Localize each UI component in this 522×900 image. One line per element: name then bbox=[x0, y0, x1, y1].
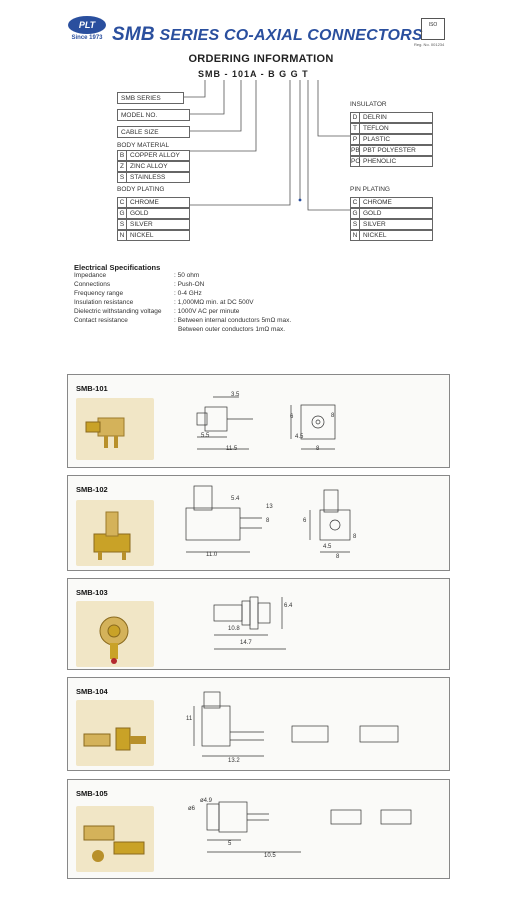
body-plating-option: G GOLD bbox=[117, 208, 190, 219]
body-material-option: Z ZINC ALLOY bbox=[117, 161, 190, 172]
spec-row: Connections : Push-ON bbox=[74, 281, 205, 288]
product-photo bbox=[76, 806, 154, 872]
body-plating-title: BODY PLATING bbox=[117, 186, 165, 193]
dim-label: 8 bbox=[316, 446, 320, 452]
dim-label: 14.7 bbox=[240, 640, 252, 646]
smb-105-drawing bbox=[193, 794, 413, 874]
field-model-no: MODEL NO. bbox=[117, 109, 190, 121]
dim-label: 10.8 bbox=[228, 626, 240, 632]
dim-label: ø4.9 bbox=[200, 798, 213, 804]
product-photo bbox=[76, 700, 154, 766]
product-photo bbox=[76, 500, 154, 566]
dim-label: 8 bbox=[353, 534, 357, 540]
connector-photo-icon bbox=[76, 500, 154, 566]
dim-label: 8 bbox=[266, 518, 270, 524]
model-label: SMB-105 bbox=[76, 789, 108, 798]
insulator-option: P PLASTIC bbox=[350, 134, 433, 145]
spec-row: Contact resistance : Between internal conductors 5mΩ max. bbox=[74, 317, 292, 324]
logo-since: Since 1973 bbox=[71, 35, 103, 41]
spec-row: Impedance : 50 ohm bbox=[74, 272, 200, 279]
ordering-code: SMB - 101A - B G G T bbox=[198, 69, 309, 79]
product-photo bbox=[76, 398, 154, 460]
insulator-title: INSULATOR bbox=[350, 101, 387, 108]
insulator-option: PO PHENOLIC bbox=[350, 156, 433, 167]
body-material-option: S STAINLESS bbox=[117, 172, 190, 183]
model-label: SMB-102 bbox=[76, 485, 108, 494]
title-prefix: SMB bbox=[112, 24, 155, 45]
dim-label: 11.5 bbox=[226, 446, 238, 452]
specs-heading: Electrical Specifications bbox=[74, 263, 161, 272]
dim-label: 3.5 bbox=[231, 392, 240, 398]
pin-plating-option: S SILVER bbox=[350, 219, 433, 230]
body-plating-option: C CHROME bbox=[117, 197, 190, 208]
insulator-option: T TEFLON bbox=[350, 123, 433, 134]
connector-photo-icon bbox=[76, 601, 154, 667]
panel-smb-105 bbox=[67, 779, 450, 879]
dim-label: 13.2 bbox=[228, 758, 240, 764]
model-label: SMB-101 bbox=[76, 384, 108, 393]
panel-smb-102 bbox=[67, 475, 450, 571]
body-plating-option: N NICKEL bbox=[117, 230, 190, 241]
logo-mark: PLT bbox=[68, 16, 106, 34]
title-rest: SERIES CO-AXIAL CONNECTORS bbox=[159, 27, 423, 44]
smb-104-drawing bbox=[188, 686, 418, 768]
body-plating-option: S SILVER bbox=[117, 219, 190, 230]
spec-row: Insulation resistance : 1,000MΩ min. at DC 500V bbox=[74, 299, 254, 306]
seal-caption: Reg. No. 001234 bbox=[414, 42, 445, 47]
dim-label: 11 bbox=[186, 716, 193, 722]
dim-label: 13 bbox=[266, 504, 273, 510]
ordering-diagram-lines bbox=[0, 0, 522, 260]
dim-label: ø6 bbox=[188, 806, 196, 812]
dim-label: 4.5 bbox=[323, 544, 332, 550]
product-photo bbox=[76, 601, 154, 667]
pin-plating-option: G GOLD bbox=[350, 208, 433, 219]
dim-label: 6.4 bbox=[284, 603, 293, 609]
dim-label: 4.5 bbox=[295, 434, 304, 440]
connector-photo-icon bbox=[76, 700, 154, 766]
body-material-title: BODY MATERIAL bbox=[117, 142, 170, 149]
dim-label: 5 bbox=[228, 841, 232, 847]
dim-label: 11.0 bbox=[206, 552, 218, 558]
model-label: SMB-103 bbox=[76, 588, 108, 597]
panel-smb-103 bbox=[67, 578, 450, 670]
smb-102-drawing bbox=[178, 480, 448, 568]
pin-plating-title: PIN PLATING bbox=[350, 186, 390, 193]
insulator-option: PB PBT POLYESTER bbox=[350, 145, 433, 156]
dim-label: 6 bbox=[290, 414, 294, 420]
connector-photo-icon bbox=[76, 398, 154, 460]
field-cable-size: CABLE SIZE bbox=[117, 126, 190, 138]
pin-plating-option: N NICKEL bbox=[350, 230, 433, 241]
spec-row: Dielectric withstanding voltage : 1000V AC per minute bbox=[74, 308, 240, 315]
dim-label: 6 bbox=[303, 518, 307, 524]
smb-101-drawing bbox=[183, 385, 443, 465]
pin-plating-option: C CHROME bbox=[350, 197, 433, 208]
insulator-option: D DELRIN bbox=[350, 112, 433, 123]
certification-seal: ISO bbox=[421, 18, 445, 40]
spec-note: Between outer conductors 1mΩ max. bbox=[178, 326, 286, 333]
ordering-heading: ORDERING INFORMATION bbox=[188, 53, 334, 65]
spec-row: Frequency range : 0-4 GHz bbox=[74, 290, 202, 297]
dim-label: 5.5 bbox=[201, 433, 210, 439]
connector-photo-icon bbox=[76, 806, 154, 872]
body-material-option: B COPPER ALLOY bbox=[117, 150, 190, 161]
model-label: SMB-104 bbox=[76, 687, 108, 696]
panel-smb-101 bbox=[67, 374, 450, 468]
field-smb-series: SMB SERIES bbox=[117, 92, 184, 104]
dim-label: 10.5 bbox=[264, 853, 276, 859]
dim-label: 5.4 bbox=[231, 496, 240, 502]
dim-label: 8 bbox=[331, 413, 335, 419]
dim-label: 8 bbox=[336, 554, 340, 560]
panel-smb-104 bbox=[67, 677, 450, 771]
